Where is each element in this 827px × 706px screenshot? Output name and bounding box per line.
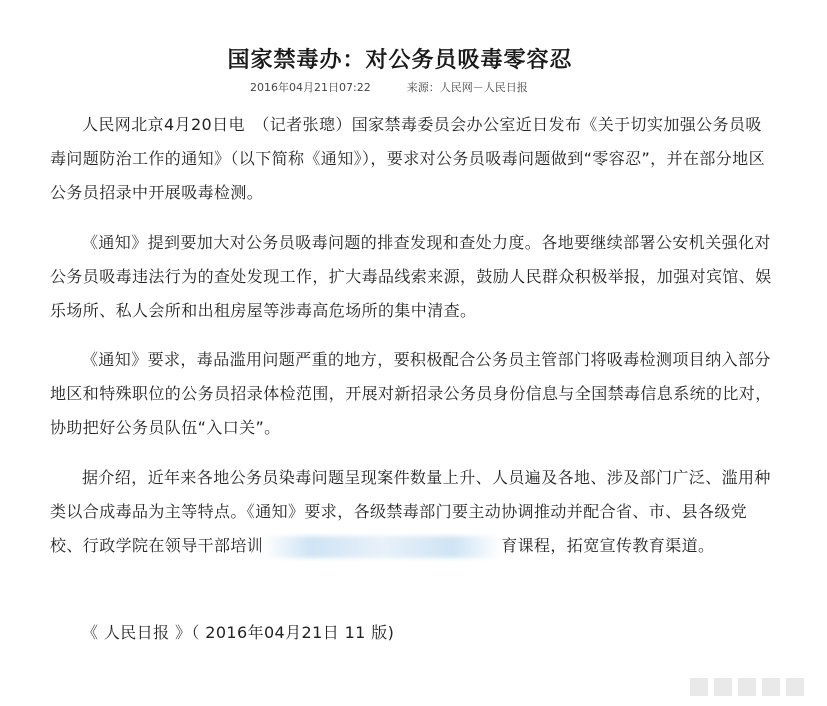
redacted-text-blur <box>263 536 501 558</box>
article-paragraph: 《通知》提到要加大对公务员吸毒问题的排查发现和查处力度。各地要继续部署公安机关强化对公务员吸毒违法行为的查处发现工作，扩大毒品线索来源，鼓励人民群众积极举报，加强对宾馆、娱乐场所、私人会所和出租房屋等涉毒高危场所的集中清查。 <box>50 233 772 320</box>
article-paragraph <box>50 461 778 563</box>
paragraph-text-before-redaction: 据介绍，近年来各地公务员染毒问题呈现案件数量上升、人员遍及各地、涉及部门广泛、滥用种类以合成毒品为主等特点。《通知》要求，各级禁毒部门要主动协调推动并配合省、市、县各级党校、行政学院在领导干部培训 <box>50 468 771 555</box>
article-meta <box>250 79 528 95</box>
article-title: 国家禁毒办：对公务员吸毒零容忍 <box>227 47 573 73</box>
publish-date: 2016年04月21日07:22 <box>250 81 371 94</box>
paragraph-text-after-redaction: 育课程，拓宽宣传教育渠道。 <box>501 536 715 555</box>
article-paragraph: 人民网北京4月20日电 （记者张璁）国家禁毒委员会办公室近日发布《关于切实加强公务员吸毒问题防治工作的通知》（以下简称《通知》），要求对公务员吸毒问题做到“零容忍”，并在部分地区公务员招录中开展吸毒检测。 <box>50 115 765 202</box>
article-paragraph: 《通知》要求，毒品滥用问题严重的地方，要积极配合公务员主管部门将吸毒检测项目纳入部分地区和特殊职位的公务员招录体检范围，开展对新招录公务员身份信息与全国禁毒信息系统的比对，协助把好公务员队伍“入口关”。 <box>50 350 772 437</box>
article-source: 来源：人民网－人民日报 <box>406 81 528 94</box>
watermark-logo <box>690 674 806 700</box>
article-citation: 《 人民日报 》（ 2016年04月21日 11 版) <box>82 623 395 642</box>
